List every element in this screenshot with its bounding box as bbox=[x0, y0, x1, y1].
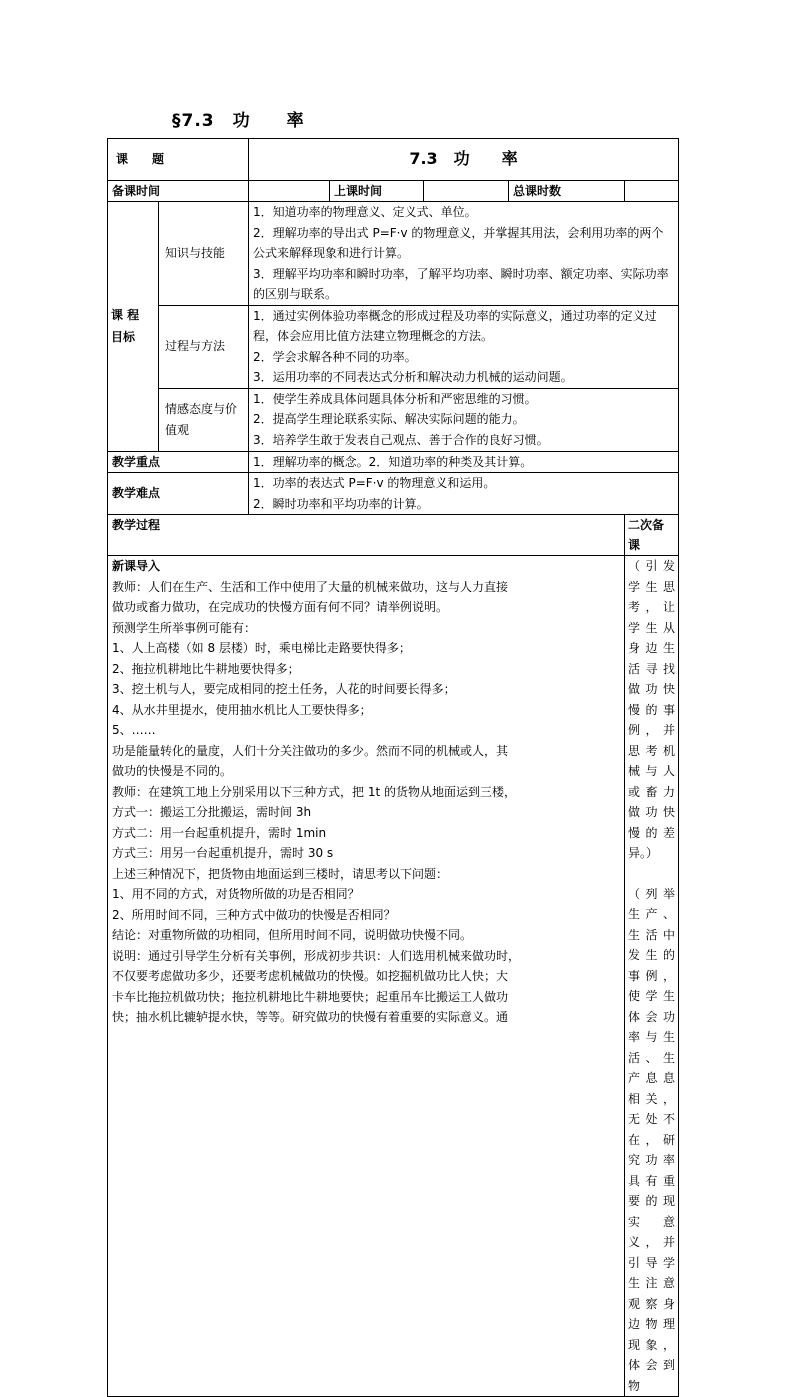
process-content bbox=[108, 556, 625, 1397]
objective-line: 3．培养学生敢于发表自己观点、善于合作的良好习惯。 bbox=[253, 432, 549, 447]
process-line: 结论：对重物所做的功相同，但所用时间不同，说明做功快慢不同。 bbox=[112, 928, 473, 942]
objective-line: 1．通过实例体验功率概念的形成过程及功率的实际意义，通过功率的定义过程，体会应用比值方法建立物理概念的方法。 bbox=[253, 308, 657, 343]
page-title: §7.3 功 率 bbox=[172, 111, 305, 131]
key-points-label: 教学重点 bbox=[108, 451, 249, 473]
process-line: 方式三：用另一台起重机提升，需时 30 s bbox=[112, 846, 334, 860]
objective-line: 2．提高学生理论联系实际、解决实际问题的能力。 bbox=[253, 412, 525, 426]
class-time-label: 上课时间 bbox=[330, 181, 424, 202]
class-time-value bbox=[424, 181, 509, 202]
objective-group-knowledge-content bbox=[249, 202, 679, 306]
process-line: 做功的快慢是不同的。 bbox=[112, 764, 233, 778]
difficulty-line: 2．瞬时功率和平均功率的计算。 bbox=[253, 496, 429, 511]
key-points-text: 1．理解功率的概念。2．知道功率的种类及其计算。 bbox=[249, 451, 679, 473]
process-line: 教师：人们在生产、生活和工作中使用了大量的机械来做功，这与人力直接 bbox=[112, 579, 509, 594]
process-line: 做功或畜力做功，在完成功的快慢方面有何不同？请举例说明。 bbox=[112, 600, 449, 614]
difficulty-line: 1．功率的表达式 P=F·v 的物理意义和运用。 bbox=[253, 476, 496, 490]
second-prep-notes bbox=[625, 556, 679, 1397]
objective-line: 1．知道功率的物理意义、定义式、单位。 bbox=[253, 205, 477, 219]
process-line: 方式二：用一台起重机提升，需时 1min bbox=[112, 825, 327, 840]
objective-group-attitude-content bbox=[249, 388, 679, 451]
difficulties-content bbox=[249, 473, 679, 515]
objective-line: 2．学会求解各种不同的功率。 bbox=[253, 349, 417, 364]
process-label: 教学过程 bbox=[108, 515, 625, 556]
process-line: 2、拖拉机耕地比牛耕地要快得多； bbox=[112, 661, 300, 676]
objective-group-process-label: 过程与方法 bbox=[159, 305, 249, 388]
process-line: 说明：通过引导学生分析有关事例，形成初步共识：人们选用机械来做功时， bbox=[112, 948, 521, 963]
prep-time-label: 备课时间 bbox=[108, 181, 249, 202]
process-line: 4、从水井里提水，使用抽水机比人工要快得多； bbox=[112, 702, 372, 717]
objective-group-knowledge-label: 知识与技能 bbox=[159, 202, 249, 306]
process-line: 不仅要考虑做功多少，还要考虑机械做功的快慢。如挖掘机做功比人快；大 bbox=[112, 969, 509, 983]
process-line: 1、用不同的方式，对货物所做的功是否相同？ bbox=[112, 887, 360, 901]
objective-line: 3．理解平均功率和瞬时功率，了解平均功率、瞬时功率、额定功率、实际功率的区别与联系。 bbox=[253, 266, 669, 301]
prep-time-value bbox=[249, 181, 330, 202]
topic-value: 7.3 功 率 bbox=[249, 139, 679, 181]
second-prep-label: 二次备课 bbox=[625, 515, 679, 556]
total-hours-label: 总课时数 bbox=[509, 181, 625, 202]
process-line: 方式一：搬运工分批搬运，需时间 3h bbox=[112, 805, 312, 819]
objective-group-attitude-label: 情感态度与价值观 bbox=[159, 388, 249, 451]
process-line: 上述三种情况下，把货物由地面运到三楼时，请思考以下问题： bbox=[112, 866, 449, 881]
process-line: 1、人上高楼（如 8 层楼）时，乘电梯比走路要快得多； bbox=[112, 641, 411, 655]
process-line: 5、…… bbox=[112, 723, 156, 737]
objectives-label: 课 程 目标 bbox=[108, 202, 159, 452]
process-line: 教师：在建筑工地上分别采用以下三种方式，把 1t 的货物从地面运到三楼， bbox=[112, 784, 516, 799]
process-line: 新课导入 bbox=[112, 559, 161, 573]
process-line: 功是能量转化的量度，人们十分关注做功的多少。然而不同的机械或人，其 bbox=[112, 743, 509, 758]
lesson-plan-table bbox=[107, 138, 679, 1397]
topic-label: 课 题 bbox=[108, 139, 249, 181]
objective-line: 3．运用功率的不同表达式分析和解决动力机械的运动问题。 bbox=[253, 370, 573, 384]
total-hours-value bbox=[625, 181, 679, 202]
process-line: 快；抽水机比辘轳提水快，等等。研究做功的快慢有着重要的实际意义。通 bbox=[112, 1010, 509, 1024]
side-note: （引发学生思考，让学生从身边生活寻找做功快慢的事例，并思考机械与人或畜力做功快慢的差异。） bbox=[628, 559, 676, 860]
objective-group-process-content bbox=[249, 305, 679, 388]
side-note: （列举生产、生活中发生的事例，使学生体会功率与生活、生产息息相关，无处不在，研究功率具有重要的现实意义，并引导学生注意观察身边物理现象，体会到物 bbox=[628, 886, 676, 1393]
objective-line: 2．理解功率的导出式 P=F·v 的物理意义，并掌握其用法，会利用功率的两个公式来解释现象和进行计算。 bbox=[253, 225, 664, 260]
objective-line: 1．使学生养成具体问题具体分析和严密思维的习惯。 bbox=[253, 391, 537, 406]
process-line: 卡车比拖拉机做功快；拖拉机耕地比牛耕地要快；起重吊车比搬运工人做功 bbox=[112, 989, 509, 1004]
process-line: 2、所用时间不同，三种方式中做功的快慢是否相同？ bbox=[112, 907, 396, 922]
process-line: 预测学生所举事例可能有： bbox=[112, 620, 257, 635]
process-line: 3、挖土机与人，要完成相同的挖土任务，人花的时间要长得多； bbox=[112, 682, 456, 696]
difficulties-label: 教学难点 bbox=[108, 473, 249, 515]
